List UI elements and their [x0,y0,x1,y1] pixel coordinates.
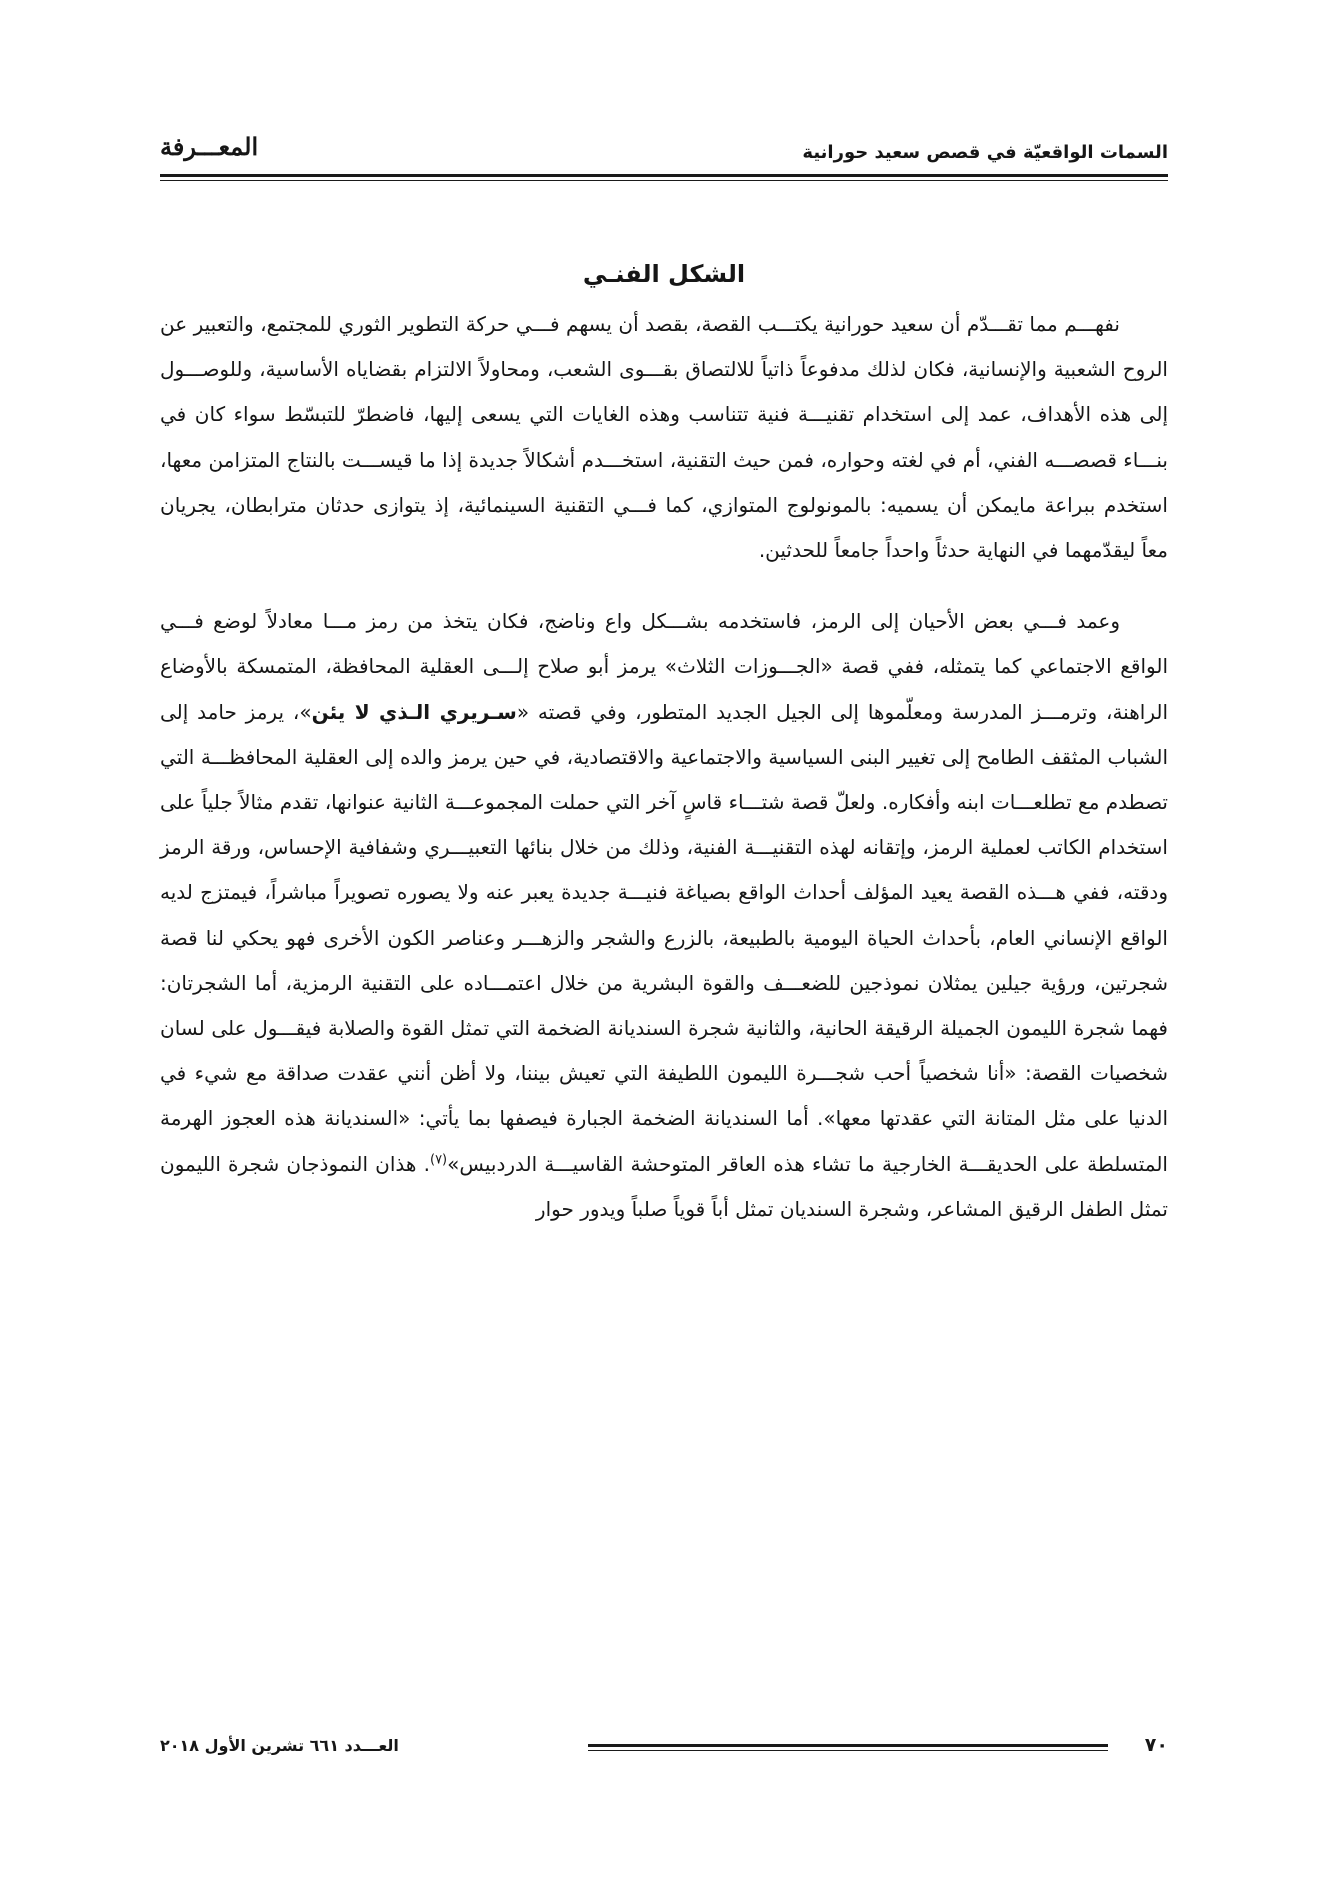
page-footer [160,1732,1168,1762]
magazine-logo: المعـــرفة [160,132,259,161]
paragraph-2-part-1: وعمد فـــي بعض الأحيان إلى الرمز، فاستخدمه بشـــكل واع وناضج، فكان يتخذ من رمز مـــا معادلاً لوضع فـــي الواقع الاجتماعي كما يتمثله، ففي قصة «الجـــوزات الثلاث» يرمز أبو صلاح إلـــى العقلية المحافظة، المتمسكة بالأوضاع الراهنة، وترمـــز المدرسة ومعلّموها إلى الجيل الجديد المتطور، وفي قصته « [160,609,1168,724]
paragraph-1: نفهـــم مما تقـــدّم أن سعيد حورانية يكتـــب القصة، بقصد أن يسهم فـــي حركة التطوير الثوري للمجتمع، والتعبير عن الروح الشعبية والإنسانية، فكان لذلك مدفوعاً ذاتياً للالتصاق بقـــوى الشعب، ومحاولاً الالتزام بقضاياه الأساسية، وللوصـــول إلى هذه الأهداف، عمد إلى استخدام تقنيـــة فنية تتناسب وهذه الغايات التي يسعى إليها، فاضطرّ للتبسّط سواء كان في بنـــاء قصصـــه الفني، أم في لغته وحواره، فمن حيث التقنية، استخـــدم أشكالاً جديدة إذا ما قيســـت بالنتاج المتزامن معها، استخدم ببراعة مايمكن أن يسميه: بالمونولوج المتوازي، كما فـــي التقنية السينمائية، إذ يتوازى حدثان مترابطان، يجريان معاً ليقدّمهما في النهاية حدثاً واحداً جامعاً للحدثين. [160,312,1168,563]
story-title-bold: سـريري الـذي لا يئن [311,699,517,724]
paragraph-2-part-3: . هذان النموذجان شجرة الليمون تمثل الطفل الرقيق المشاعر، وشجرة السنديان تمثل أباً قوياً صلباً ويدور حوار [160,1151,1168,1221]
running-header-title: السمات الواقعيّة في قصص سعيد حورانية [802,142,1168,163]
page-number: ٧٠ [1144,1734,1168,1756]
header-rule-thin [160,180,1168,181]
header-rule-thick [160,174,1168,177]
paragraph-2-part-2: »، يرمز حامد إلى الشباب المثقف الطامح إلى تغيير البنى السياسية والاجتماعية والاقتصادية، في حين يرمز والده إلى العقلية المحافظـــة التي تصطدم مع تطلعـــات ابنه وأفكاره. ولعلّ قصة شتـــاء قاسٍ آخر التي حملت المجموعـــة الثانية عنوانها، تقدم مثالاً جلياً على استخدام الكاتب لعملية الرمز، وإتقانه لهذه التقنيـــة الفنية، وذلك من خلال بنائها التعبيـــري وشفافية الإحساس، ورقة الرمز ودقته، ففي هـــذه القصة يعيد المؤلف أحداث الواقع بصياغة فنيـــة جديدة يعبر عنه ولا يصوره تصويراً مباشراً، فيمتزج لديه الواقع الإنساني العام، بأحداث الحياة اليومية بالطبيعة، بالزرع والشجر والزهـــر وعناصر الكون الأخرى فهو يحكي لنا قصة شجرتين، ورؤية جيلين يمثلان نموذجين للضعـــف والقوة البشرية من خلال اعتمـــاده على التقنية الرمزية، أما الشجرتان: فهما شجرة الليمون الجميلة الرقيقة الحانية، والثانية شجرة السنديانة الضخمة التي تمثل القوة والصلابة فيقـــول على لسان شخصيات القصة: «أنا شخصياً أحب شجـــرة الليمون اللطيفة التي تعيش بيننا، ولا أظن أنني عقدت صداقة مع شيء في الدنيا على مثل المتانة التي عقدتها معها». أما السنديانة الضخمة الجبارة فيصفها بما يأتي: «السنديانة هذه العجوز الهرمة المتسلطة على الحديقـــة الخارجية ما تشاء هذه العاقر المتوحشة القاسيـــة الدردبيس» [160,699,1168,1176]
running-header [160,128,1168,180]
issue-label: العـــدد ٦٦١ تشرين الأول ٢٠١٨ [160,1736,399,1755]
footer-rule [588,1744,1108,1751]
footnote-reference[interactable]: (٧) [429,1152,448,1167]
body-text [160,302,1168,1232]
paragraph-2 [160,599,1168,1232]
section-title: الشكل الفنـي [582,259,746,288]
